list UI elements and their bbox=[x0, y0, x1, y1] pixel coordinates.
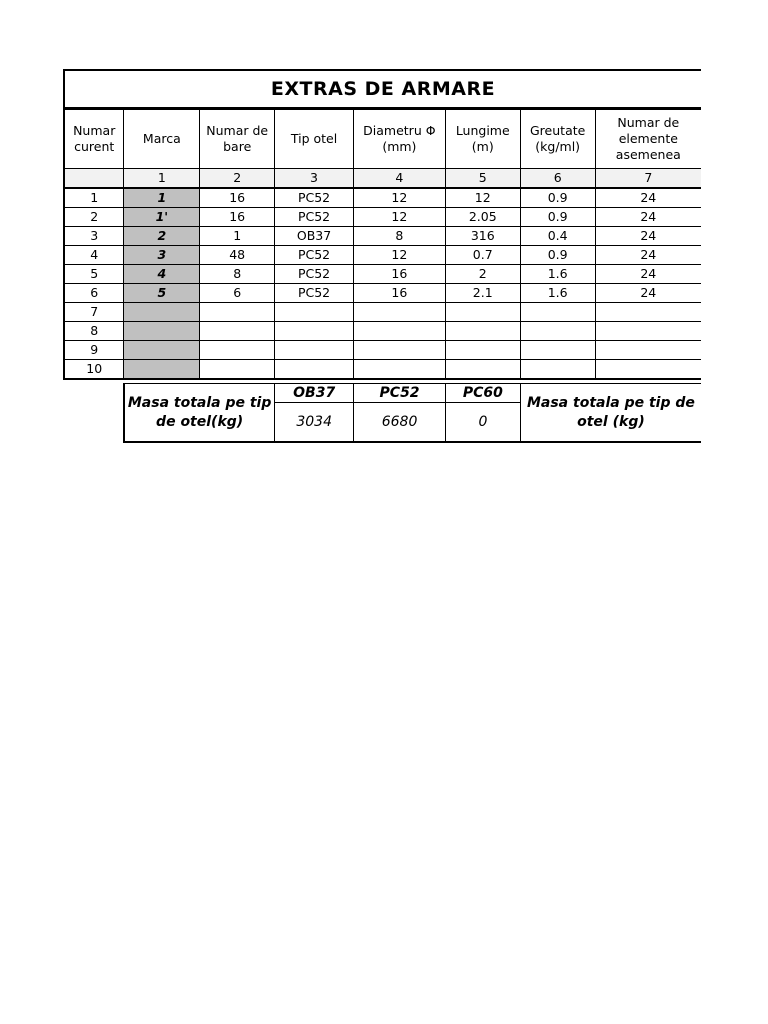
title-row bbox=[63, 69, 701, 109]
column-number-cell: 4 bbox=[353, 169, 445, 189]
table-cell bbox=[595, 322, 701, 341]
table-cell: 16 bbox=[353, 284, 445, 303]
header-cell: Lungime (m) bbox=[445, 110, 520, 169]
table-cell bbox=[353, 303, 445, 322]
table-cell bbox=[445, 322, 520, 341]
table-cell: 9 bbox=[64, 341, 124, 360]
table-cell bbox=[200, 322, 275, 341]
table-row bbox=[64, 360, 701, 380]
table-cell bbox=[353, 360, 445, 380]
table-cell: 12 bbox=[353, 208, 445, 227]
table-cell: 0.7 bbox=[445, 246, 520, 265]
marca-cell bbox=[124, 322, 200, 341]
marca-cell bbox=[124, 360, 200, 380]
table-cell: 2 bbox=[445, 265, 520, 284]
table-cell: 3 bbox=[64, 227, 124, 246]
mass-value-pc60: 0 bbox=[445, 403, 520, 443]
marca-cell: 1 bbox=[124, 188, 200, 208]
table-cell bbox=[595, 360, 701, 380]
table-cell: 16 bbox=[200, 188, 275, 208]
steel-type-ob37: OB37 bbox=[275, 384, 354, 403]
table-cell bbox=[445, 341, 520, 360]
table-cell: 0.9 bbox=[520, 246, 595, 265]
table-cell: 12 bbox=[445, 188, 520, 208]
table-cell: OB37 bbox=[275, 227, 354, 246]
table-cell: 1 bbox=[64, 188, 124, 208]
table-cell bbox=[200, 341, 275, 360]
table-cell bbox=[200, 360, 275, 380]
table-cell bbox=[445, 303, 520, 322]
marca-cell: 4 bbox=[124, 265, 200, 284]
table-cell bbox=[595, 341, 701, 360]
summary-label-left: Masa totala pe tip de otel(kg) bbox=[124, 384, 275, 443]
table-row bbox=[64, 208, 701, 227]
table-cell: 7 bbox=[64, 303, 124, 322]
marca-cell: 1' bbox=[124, 208, 200, 227]
steel-type-pc60: PC60 bbox=[445, 384, 520, 403]
table-row bbox=[64, 284, 701, 303]
table-row bbox=[64, 227, 701, 246]
table-cell: 1 bbox=[200, 227, 275, 246]
table-cell: 6 bbox=[64, 284, 124, 303]
table-row bbox=[64, 341, 701, 360]
table-cell bbox=[445, 360, 520, 380]
header-cell: Numar de elemente asemenea bbox=[595, 110, 701, 169]
table-cell: 5 bbox=[64, 265, 124, 284]
table-row bbox=[64, 322, 701, 341]
table-cell bbox=[520, 341, 595, 360]
table-cell: 8 bbox=[353, 227, 445, 246]
marca-cell bbox=[124, 341, 200, 360]
table-cell: 2.1 bbox=[445, 284, 520, 303]
table-row bbox=[64, 265, 701, 284]
table-cell bbox=[520, 360, 595, 380]
reinforcement-table bbox=[63, 109, 701, 380]
table-cell: PC52 bbox=[275, 208, 354, 227]
sheet-title: EXTRAS DE ARMARE bbox=[270, 78, 496, 100]
column-number-cell: 1 bbox=[124, 169, 200, 189]
mass-summary-table bbox=[123, 383, 701, 443]
header-cell: Marca bbox=[124, 110, 200, 169]
column-number-cell: 2 bbox=[200, 169, 275, 189]
table-cell: 2.05 bbox=[445, 208, 520, 227]
table-cell: 2 bbox=[64, 208, 124, 227]
marca-cell: 2 bbox=[124, 227, 200, 246]
table-cell: 24 bbox=[595, 284, 701, 303]
column-number-cell bbox=[64, 169, 124, 189]
summary-label-right: Masa totala pe tip de otel (kg) bbox=[520, 384, 701, 443]
header-cell: Numar curent bbox=[64, 110, 124, 169]
table-row bbox=[64, 246, 701, 265]
table-cell: 48 bbox=[200, 246, 275, 265]
table-cell bbox=[520, 303, 595, 322]
header-cell: Tip otel bbox=[275, 110, 354, 169]
table-cell: 16 bbox=[200, 208, 275, 227]
table-cell: PC52 bbox=[275, 246, 354, 265]
table-cell: 0.9 bbox=[520, 188, 595, 208]
table-cell: 6 bbox=[200, 284, 275, 303]
table-cell: 8 bbox=[64, 322, 124, 341]
table-cell bbox=[520, 322, 595, 341]
table-cell: 0.4 bbox=[520, 227, 595, 246]
table-cell: 316 bbox=[445, 227, 520, 246]
table-cell: 4 bbox=[64, 246, 124, 265]
table-cell: 24 bbox=[595, 208, 701, 227]
table-cell bbox=[353, 322, 445, 341]
table-cell: 24 bbox=[595, 188, 701, 208]
header-cell: Diametru Φ (mm) bbox=[353, 110, 445, 169]
table-cell: 0.9 bbox=[520, 208, 595, 227]
mass-value-pc52: 6680 bbox=[354, 403, 446, 443]
table-cell: 24 bbox=[595, 246, 701, 265]
table-cell bbox=[275, 303, 354, 322]
header-row bbox=[64, 110, 701, 169]
table-cell bbox=[275, 322, 354, 341]
column-number-cell: 3 bbox=[275, 169, 354, 189]
header-cell: Numar de bare bbox=[200, 110, 275, 169]
table-cell: 1.6 bbox=[520, 265, 595, 284]
table-cell bbox=[200, 303, 275, 322]
marca-cell: 3 bbox=[124, 246, 200, 265]
column-number-cell: 7 bbox=[595, 169, 701, 189]
table-cell: PC52 bbox=[275, 188, 354, 208]
table-row bbox=[64, 303, 701, 322]
marca-cell: 5 bbox=[124, 284, 200, 303]
column-number-row bbox=[64, 169, 701, 189]
header-cell: Greutate (kg/ml) bbox=[520, 110, 595, 169]
table-cell: 8 bbox=[200, 265, 275, 284]
column-number-cell: 6 bbox=[520, 169, 595, 189]
table-cell: PC52 bbox=[275, 265, 354, 284]
table-cell bbox=[275, 341, 354, 360]
table-cell: 10 bbox=[64, 360, 124, 380]
table-cell: 24 bbox=[595, 227, 701, 246]
table-cell bbox=[353, 341, 445, 360]
table-cell: 12 bbox=[353, 188, 445, 208]
marca-cell bbox=[124, 303, 200, 322]
column-number-cell: 5 bbox=[445, 169, 520, 189]
mass-value-ob37: 3034 bbox=[275, 403, 354, 443]
table-cell: 16 bbox=[353, 265, 445, 284]
table-cell: PC52 bbox=[275, 284, 354, 303]
table-row bbox=[64, 188, 701, 208]
steel-type-pc52: PC52 bbox=[354, 384, 446, 403]
table-cell: 1.6 bbox=[520, 284, 595, 303]
table-cell: 24 bbox=[595, 265, 701, 284]
table-cell: 12 bbox=[353, 246, 445, 265]
table-cell bbox=[275, 360, 354, 380]
table-cell bbox=[595, 303, 701, 322]
